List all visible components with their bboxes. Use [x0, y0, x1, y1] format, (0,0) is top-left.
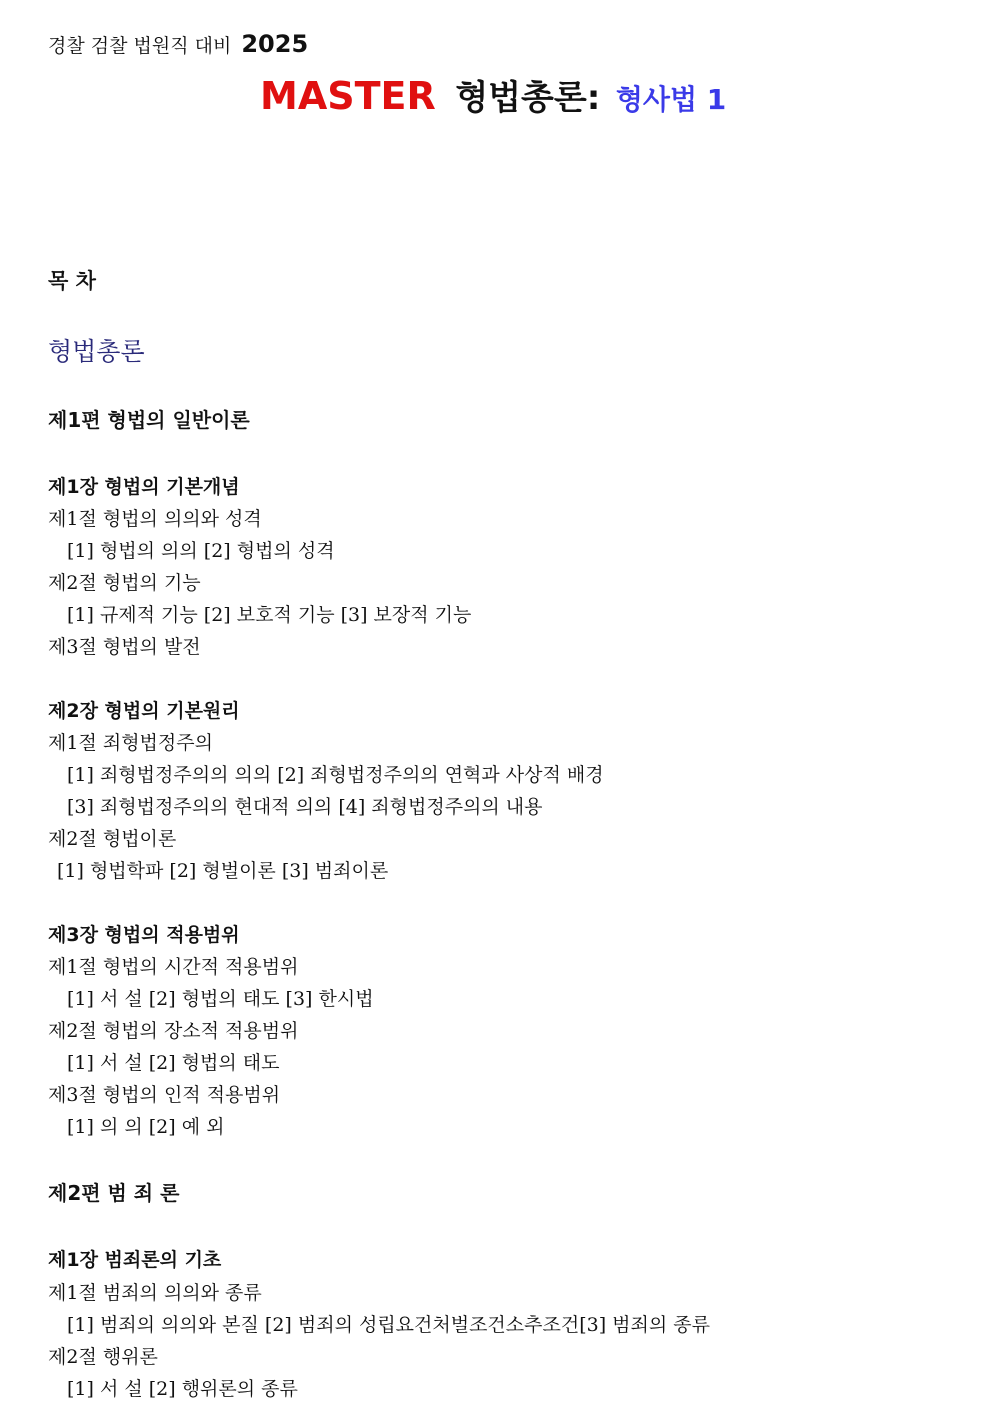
toc-chapter: 제3장 형법의 적용범위 — [48, 924, 240, 946]
title-sub: 형사법 1 — [615, 83, 727, 116]
toc-section: 제1절 죄형법정주의 — [48, 732, 213, 754]
toc-items: [3] 죄형법정주의의 현대적 의의 [4] 죄형법정주의의 내용 — [67, 796, 543, 818]
toc-section: 제1절 형법의 시간적 적용범위 — [48, 956, 299, 978]
toc-heading: 목 차 — [48, 269, 96, 293]
toc-part: 제1편 형법의 일반이론 — [48, 408, 250, 432]
toc-chapter: 제2장 형법의 기본원리 — [48, 700, 240, 722]
header-line — [48, 30, 308, 58]
toc-section: 제2절 형법의 기능 — [48, 572, 201, 594]
toc-chapter: 제1장 범죄론의 기초 — [48, 1249, 222, 1271]
toc-section: 제1절 범죄의 의의와 종류 — [48, 1282, 262, 1304]
header-prefix: 경찰 검찰 법원직 대비 — [48, 35, 232, 57]
toc-section: 제3절 형법의 발전 — [48, 636, 201, 658]
toc-items: [1] 범죄의 의의와 본질 [2] 범죄의 성립요건처벌조건소추조건[3] 범죄의 종류 — [67, 1314, 710, 1336]
toc-section: 제2절 행위론 — [48, 1346, 158, 1368]
toc-section: 제3절 형법의 인적 적용범위 — [48, 1084, 281, 1106]
toc-section: 제2절 형법의 장소적 적용범위 — [48, 1020, 299, 1042]
part-title: 형법총론 — [48, 337, 145, 366]
toc-items: [1] 규제적 기능 [2] 보호적 기능 [3] 보장적 기능 — [67, 604, 472, 626]
title-main: 형법총론: — [455, 78, 601, 118]
toc-section: 제2절 형법이론 — [48, 828, 177, 850]
toc-items: [1] 죄형법정주의의 의의 [2] 죄형법정주의의 연혁과 사상적 배경 — [67, 764, 604, 786]
toc-items: [1] 서 설 [2] 행위론의 종류 — [67, 1378, 298, 1400]
toc-items: [1] 의 의 [2] 예 외 — [67, 1116, 225, 1138]
toc-chapter: 제1장 형법의 기본개념 — [48, 476, 240, 498]
toc-part: 제2편 범 죄 론 — [48, 1181, 180, 1205]
header-year: 2025 — [241, 30, 309, 58]
toc-items: [1] 형법의 의의 [2] 형법의 성격 — [67, 540, 335, 562]
document-title — [260, 70, 726, 119]
toc-items: [1] 서 설 [2] 형법의 태도 [3] 한시법 — [67, 988, 374, 1010]
toc-section: 제1절 형법의 의의와 성격 — [48, 508, 262, 530]
title-master: MASTER — [260, 74, 436, 118]
toc-items: [1] 서 설 [2] 형법의 태도 — [67, 1052, 280, 1074]
toc-items: [1] 형법학파 [2] 형벌이론 [3] 범죄이론 — [57, 860, 389, 882]
